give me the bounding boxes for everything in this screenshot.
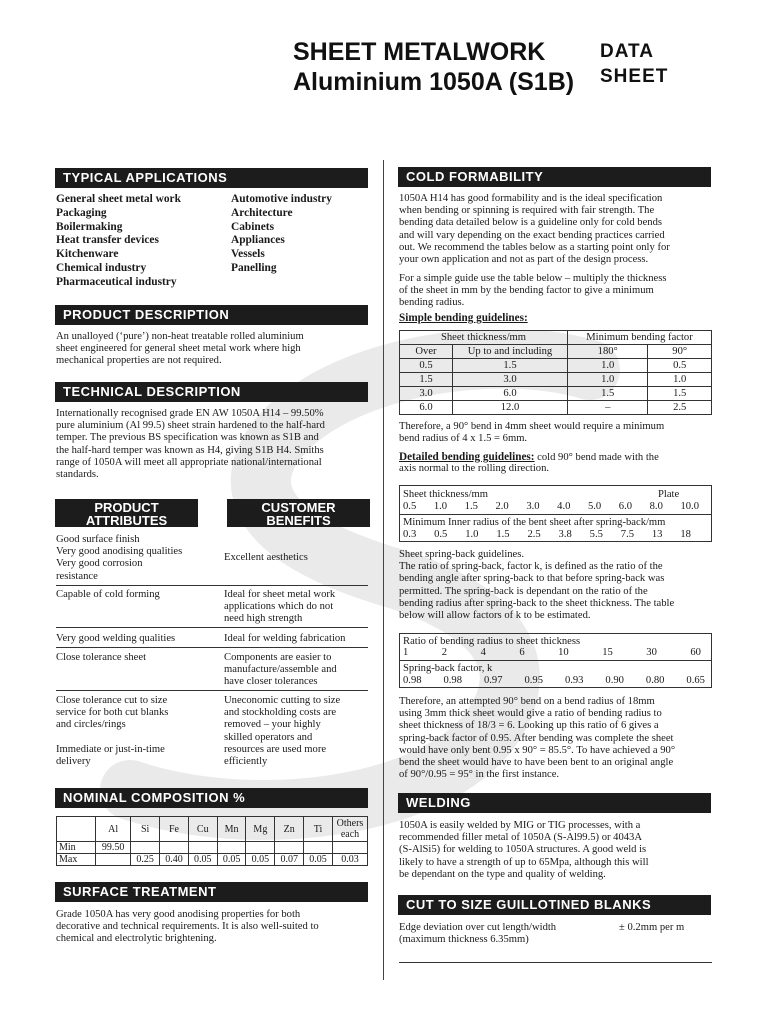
table-cell: 30	[646, 647, 657, 658]
data-sheet-label-sheet: SHEET	[600, 66, 669, 87]
table-cell: 4	[480, 647, 486, 658]
welding-text	[399, 820, 715, 881]
table-cell: 1	[403, 647, 409, 658]
attribute-row-5-left	[56, 695, 221, 768]
text-line: Immediate or just-in-time	[56, 743, 165, 755]
text-line: Grade 1050A has very good anodising properties for both	[56, 909, 301, 920]
cut-to-size-heading: CUT TO SIZE GUILLOTINED BLANKS	[398, 895, 711, 915]
table-cell: 0.98	[443, 675, 463, 686]
table-cell: 99.50	[96, 842, 131, 854]
text-line: resistance	[56, 570, 98, 582]
detailed-bending-title: Detailed bending guidelines:	[399, 451, 535, 463]
text-line: Therefore, a 90° bend in 4mm sheet would require a minimum	[399, 421, 665, 432]
table-row	[400, 401, 712, 415]
table-cell: 0.5	[434, 529, 448, 540]
applications-list-right	[231, 193, 371, 276]
table-cell: Mg	[246, 817, 275, 842]
page-subtitle: Aluminium 1050A (S1B)	[293, 68, 575, 96]
list-item: Pharmaceutical industry	[56, 275, 177, 288]
text-line: removed – your highly	[224, 719, 321, 731]
table-cell: 0.97	[483, 675, 503, 686]
detailed-bending-table	[399, 485, 712, 542]
text-line: Sheet spring-back guidelines.	[399, 549, 525, 560]
attribute-row-2-right	[224, 589, 374, 626]
text-line: The ratio of spring-back, factor k, is defined as the ratio of the	[399, 561, 663, 573]
cold-formability-guide	[399, 273, 715, 310]
composition-table	[56, 816, 368, 866]
row-divider	[56, 627, 368, 628]
table-cell: Min	[57, 842, 96, 854]
table-cell: 1.5	[568, 387, 648, 401]
product-description-text	[56, 331, 376, 368]
text-line: delivery	[56, 756, 91, 767]
attribute-row-2-left: Capable of cold forming	[56, 589, 160, 600]
radius-label: Minimum Inner radius of the bent sheet after spring-back/mm	[403, 517, 666, 528]
text-line: service for both cut blanks	[56, 707, 169, 719]
table-cell: 0.25	[131, 854, 160, 866]
bending-example-1	[399, 421, 715, 445]
table-row	[400, 373, 712, 387]
table-cell: 0.98	[403, 675, 422, 686]
list-item: Panelling	[231, 261, 277, 274]
table-cell: 0.40	[160, 854, 189, 866]
table-cell: 1.5	[496, 529, 510, 540]
table-cell	[96, 854, 131, 866]
table-cell	[304, 842, 333, 854]
text-line: Internationally recognised grade EN AW 1050A H14 – 99.50%	[56, 408, 324, 419]
attribute-row-1-left	[56, 534, 226, 583]
table-cell: 1.5	[453, 359, 568, 373]
table-cell: 13	[651, 529, 663, 540]
page-title: SHEET METALWORK	[293, 38, 546, 66]
list-item: Appliances	[231, 234, 285, 247]
text-line: your own application and not as part of the design process.	[399, 254, 649, 266]
table-cell: 1.5	[464, 501, 478, 512]
attribute-row-4-left: Close tolerance sheet	[56, 652, 147, 663]
table-cell: 0.5	[400, 359, 453, 373]
data-sheet-label-data: DATA	[600, 41, 654, 62]
bottom-rule	[399, 962, 712, 963]
radius-values-row	[403, 529, 691, 541]
row-divider	[56, 647, 368, 648]
text-line: below will allow factors of k to be estimated.	[399, 610, 591, 622]
table-cell: Max	[57, 854, 96, 866]
text-line: Very good anodising qualities	[56, 546, 183, 558]
text-line: resources are used more	[224, 743, 327, 755]
text-line: bending radius after spring-back to the sheet thickness. The table	[399, 597, 675, 609]
text-line: Very good corrosion	[56, 558, 143, 570]
table-cell: 0.3	[403, 529, 417, 540]
table-cell: Over	[400, 345, 453, 359]
table-cell	[160, 842, 189, 854]
attribute-row-1-right: Excellent aesthetics	[224, 552, 308, 563]
table-cell: Others each	[333, 817, 368, 842]
table-cell: 90°	[648, 345, 712, 359]
table-row	[57, 854, 368, 866]
text-line: Good surface finish	[56, 534, 140, 545]
table-cell	[246, 842, 275, 854]
table-cell: 1.5	[400, 373, 453, 387]
customer-benefits-heading	[227, 499, 370, 527]
list-item: Boilermaking	[56, 220, 123, 233]
table-cell: 0.03	[333, 854, 368, 866]
text-line: the half-hard temper was known as H4, giving S1B H4. Smiths	[56, 444, 324, 456]
text-line: Uneconomic cutting to size	[224, 695, 341, 706]
product-description-heading: PRODUCT DESCRIPTION	[55, 305, 368, 325]
text-line: Therefore, an attempted 90° bend on a bend radius of 18mm	[399, 696, 655, 707]
table-row	[57, 842, 368, 854]
text-line: and will vary depending on the exact bending practices carried	[399, 229, 665, 241]
table-cell: 0.90	[605, 675, 624, 686]
technical-description-text	[56, 408, 378, 481]
detailed-bending-text: cold 90° bend made with the	[534, 452, 659, 463]
table-cell: Zn	[275, 817, 304, 842]
ratio-label: Ratio of bending radius to sheet thickness	[403, 636, 581, 647]
text-line: be dependant on the type and quality of welding.	[399, 868, 606, 880]
text-line: standards.	[56, 469, 99, 481]
table-cell: 1.5	[648, 387, 712, 401]
table-cell: 0.93	[564, 675, 584, 686]
text-line: bend the sheet would have to have been bent to an original angle	[399, 757, 674, 769]
surface-treatment-text	[56, 909, 378, 946]
k-factor-label: Spring-back factor, k	[403, 663, 493, 674]
table-row	[400, 359, 712, 373]
text-line: recommended filler metal of 1050A (S-Al99.5) or 4043A	[399, 832, 643, 844]
table-cell: 1.0	[465, 529, 479, 540]
table-cell: 15	[602, 647, 613, 658]
text-line: 1050A is easily welded by MIG or TIG processes, with a	[399, 820, 641, 831]
detailed-bending-line2: axis normal to the rolling direction.	[399, 463, 550, 474]
table-cell: 0.65	[686, 675, 705, 686]
table-cell: 60	[690, 647, 701, 658]
text-line: (S-AlSi5) for welding to 1050A structures. A good weld is	[399, 844, 647, 856]
text-line: applications which do not	[224, 601, 334, 613]
table-header-row	[57, 817, 368, 842]
table-cell: 4.0	[557, 501, 571, 512]
text-line: chemical and electrolytic brightening.	[56, 933, 217, 945]
table-cell: 2.5	[527, 529, 541, 540]
table-cell: 10.0	[680, 501, 699, 512]
column-divider	[383, 160, 384, 980]
cut-to-size-label	[399, 922, 619, 946]
table-cell: 18	[680, 529, 691, 540]
table-cell: 0.05	[188, 854, 217, 866]
attribute-row-4-right	[224, 652, 374, 689]
text-line: Edge deviation over cut length/width	[399, 922, 557, 933]
list-item: Kitchenware	[56, 248, 119, 261]
table-cell: 5.0	[587, 501, 602, 512]
table-cell: 8.0	[649, 501, 663, 512]
text-line: permitted. The spring-back is dependant on the ratio of the	[399, 585, 648, 597]
typical-applications-heading: TYPICAL APPLICATIONS	[55, 168, 368, 188]
k-values-row	[403, 675, 705, 687]
heading-line: ATTRIBUTES	[85, 513, 168, 528]
table-cell: 1.0	[568, 373, 648, 387]
table-cell: Sheet thickness/mm	[400, 331, 568, 345]
table-cell: 0.95	[524, 675, 543, 686]
text-line: of 90°/0.95 = 95° in the first instance.	[399, 769, 560, 781]
table-cell	[57, 817, 96, 842]
text-line: skilled operators and	[224, 731, 313, 743]
text-line: spring-back factor of 0.95. After bending was complete the sheet	[399, 732, 674, 744]
table-row	[400, 387, 712, 401]
table-cell: 0.5	[648, 359, 712, 373]
text-line: when bending or spinning is required with fair strength. The	[399, 205, 655, 217]
table-cell: 180°	[568, 345, 648, 359]
table-cell: Fe	[160, 817, 189, 842]
list-item: Architecture	[231, 206, 293, 219]
text-line: using 3mm thick sheet would give a ratio of bending radius to	[399, 708, 662, 720]
text-line: of the sheet in mm by the bending factor to give a minimum	[399, 285, 654, 297]
text-line: bending angle after spring-back to that before spring-back was	[399, 573, 665, 585]
table-cell: 0.05	[304, 854, 333, 866]
table-cell: Ti	[304, 817, 333, 842]
text-line: An unalloyed (‘pure’) non-heat treatable rolled aluminium	[56, 331, 304, 342]
text-line: likely to have a strength of up to 65Mpa, although this will	[399, 856, 649, 868]
product-attributes-heading	[55, 499, 198, 527]
simple-bending-table	[399, 330, 712, 415]
table-cell: –	[568, 401, 648, 415]
ratio-values-row	[403, 647, 701, 659]
simple-bending-title: Simple bending guidelines:	[399, 312, 528, 324]
list-item: Automotive industry	[231, 193, 332, 205]
list-item: Vessels	[231, 248, 265, 261]
table-cell: Mn	[217, 817, 246, 842]
text-line: need high strength	[224, 613, 303, 625]
list-item: General sheet metal work	[56, 193, 181, 205]
text-line: bend radius of 4 x 1.5 = 6mm.	[399, 433, 528, 445]
table-cell: 0.05	[246, 854, 275, 866]
table-cell: 1.0	[433, 501, 448, 512]
table-cell: 5.5	[589, 529, 603, 540]
applications-list-left	[56, 193, 231, 290]
table-cell: Si	[131, 817, 160, 842]
text-line: mechanical properties are not required.	[56, 355, 222, 367]
bending-example-2	[399, 696, 717, 781]
text-line: Close tolerance cut to size	[56, 695, 168, 706]
row-divider	[400, 660, 711, 661]
cut-to-size-value: ± 0.2mm per m	[619, 922, 685, 933]
text-line: have closer tolerances	[224, 676, 318, 688]
text-line: 1050A H14 has good formability and is the ideal specification	[399, 193, 663, 204]
table-cell: 7.5	[620, 529, 635, 540]
springback-text	[399, 549, 717, 622]
cold-formability-intro	[399, 193, 715, 266]
row-divider	[56, 690, 368, 691]
table-cell: 0.07	[275, 854, 304, 866]
list-item: Heat transfer devices	[56, 234, 159, 247]
table-cell: 6.0	[400, 401, 453, 415]
list-item: Chemical industry	[56, 261, 147, 274]
table-cell: 12.0	[453, 401, 568, 415]
table-cell: 6.0	[618, 501, 633, 512]
row-divider	[56, 585, 368, 586]
text-line: Components are easier to	[224, 652, 332, 663]
heading-line: BENEFITS	[266, 513, 331, 528]
text-line: sheet thickness of 18/3 = 6. Looking up this ratio of 6 gives a	[399, 720, 659, 732]
list-item: Cabinets	[231, 220, 275, 233]
text-line: range of 1050A will meet all appropriate national/international	[56, 456, 322, 468]
row-divider	[400, 514, 711, 515]
text-line: would have only bent 0.95 x 90° = 85.5°. To have achieved a 90°	[399, 744, 676, 756]
text-line: (maximum thickness 6.35mm)	[399, 934, 529, 946]
table-cell: 3.0	[400, 387, 453, 401]
text-line: decorative and technical requirements. It is also well-suited to	[56, 921, 319, 933]
table-cell: 3.8	[558, 529, 572, 540]
text-line: bending data detailed below is a guideline only for cold bends	[399, 217, 663, 229]
heading-line: PRODUCT	[94, 500, 159, 515]
table-cell: 2	[441, 647, 448, 658]
table-cell: 10	[558, 647, 569, 658]
text-line: bending radius.	[399, 297, 465, 309]
text-line: out. We recommend the tables below as a starting point only for	[399, 241, 670, 253]
text-line: efficiently	[224, 756, 268, 768]
thickness-label: Sheet thickness/mm	[403, 489, 489, 500]
nominal-composition-heading: NOMINAL COMPOSITION %	[55, 788, 368, 808]
cold-formability-heading: COLD FORMABILITY	[398, 167, 711, 187]
table-header-row	[400, 331, 712, 345]
welding-heading: WELDING	[398, 793, 711, 813]
table-cell: 0.5	[403, 501, 417, 512]
heading-line: CUSTOMER	[261, 500, 336, 515]
attribute-row-5-right	[224, 695, 374, 768]
table-cell: 6.0	[453, 387, 568, 401]
table-cell: 2.5	[648, 401, 712, 415]
table-cell: Up to and including	[453, 345, 568, 359]
technical-description-heading: TECHNICAL DESCRIPTION	[55, 382, 368, 402]
table-cell: 1.0	[648, 373, 712, 387]
table-cell: 3.0	[453, 373, 568, 387]
table-cell: 3.0	[526, 501, 540, 512]
table-cell: 0.05	[217, 854, 246, 866]
text-line: and circles/rings	[56, 719, 126, 731]
text-line: For a simple guide use the table below – multiply the thickness	[399, 273, 667, 284]
table-cell: 6	[519, 647, 525, 658]
table-cell	[217, 842, 246, 854]
table-header-row	[400, 345, 712, 359]
table-cell	[275, 842, 304, 854]
text-line: temper. The previous BS specification was known as S1B and	[56, 432, 319, 444]
table-cell: 2.0	[495, 501, 509, 512]
text-line: manufacture/assemble and	[224, 664, 337, 676]
table-cell	[333, 842, 368, 854]
springback-table	[399, 633, 712, 688]
list-item: Packaging	[56, 206, 107, 219]
table-cell: Minimum bending factor	[568, 331, 712, 345]
surface-treatment-heading: SURFACE TREATMENT	[55, 882, 368, 902]
table-cell: 1.0	[568, 359, 648, 373]
thickness-values-row	[403, 501, 699, 513]
table-cell: 0.80	[645, 675, 665, 686]
attribute-row-3-left: Very good welding qualities	[56, 633, 176, 644]
text-line: Ideal for sheet metal work	[224, 589, 336, 600]
attribute-row-3-right: Ideal for welding fabrication	[224, 633, 346, 644]
text-line	[56, 732, 221, 744]
plate-label: Plate	[658, 489, 680, 500]
table-cell	[131, 842, 160, 854]
table-cell: Cu	[188, 817, 217, 842]
text-line: and stockholding costs are	[224, 707, 337, 719]
table-cell	[188, 842, 217, 854]
text-line: pure aluminium (Al 99.5) sheet strain hardened to the half-hard	[56, 420, 325, 432]
text-line: sheet engineered for general sheet metal work where high	[56, 343, 301, 355]
table-cell: Al	[96, 817, 131, 842]
